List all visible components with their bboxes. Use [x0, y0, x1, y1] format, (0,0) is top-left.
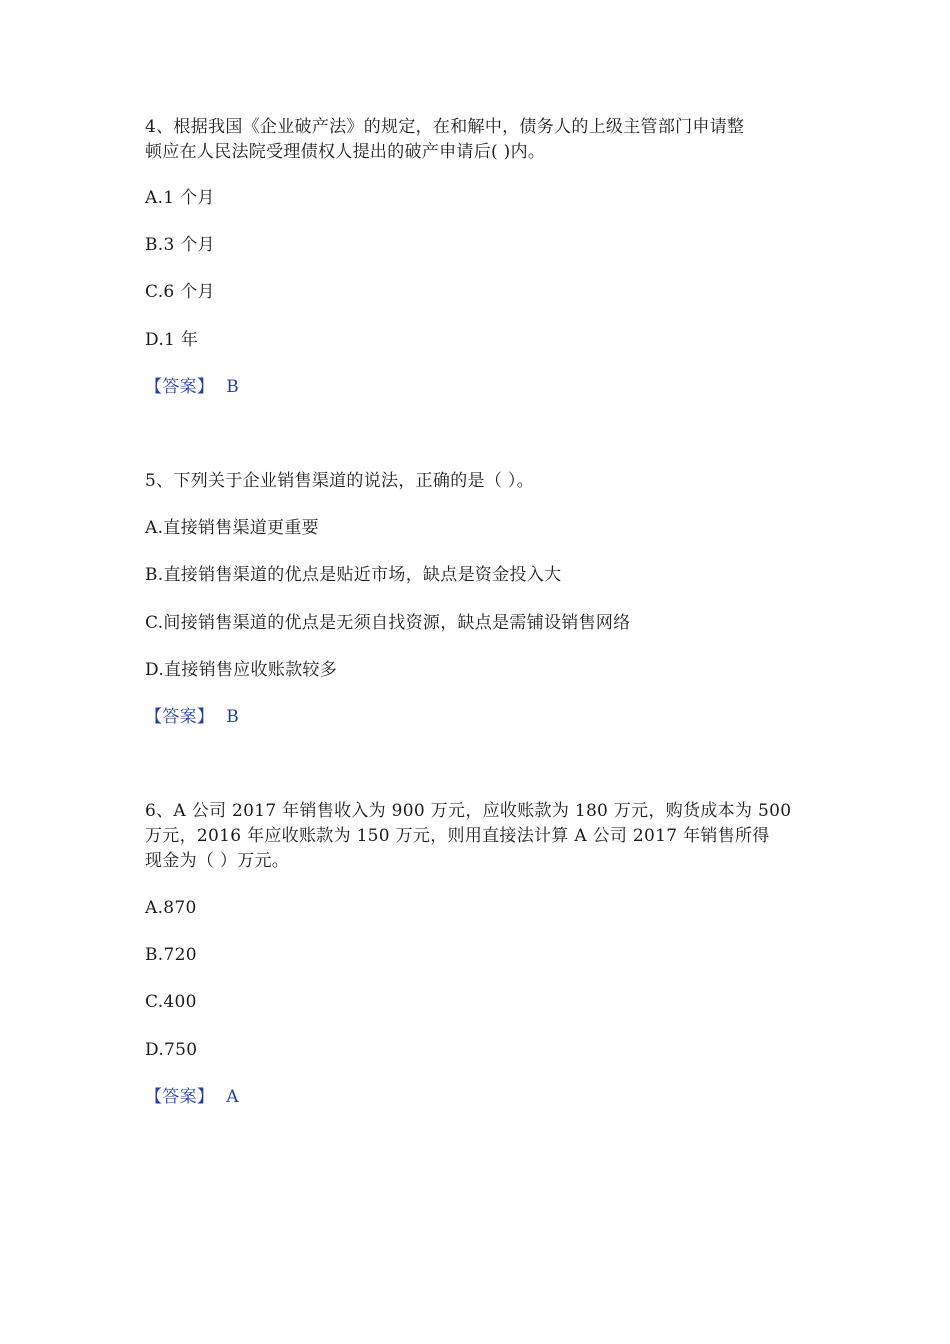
question-5-stem-line-1: 5、下列关于企业销售渠道的说法，正确的是（ ）。	[145, 471, 534, 491]
question-6-option-b: B.720	[145, 945, 197, 965]
question-4-stem-line-2: 顿应在人民法院受理债权人提出的破产申请后( )内。	[145, 142, 546, 162]
answer-label: 【答案】	[145, 377, 215, 397]
question-6-option-d: D.750	[145, 1040, 198, 1060]
question-4-option-c: C.6 个月	[145, 282, 215, 302]
answer-value: B	[226, 707, 239, 727]
question-6-option-c: C.400	[145, 992, 197, 1012]
question-5-option-c: C.间接销售渠道的优点是无须自找资源，缺点是需铺设销售网络	[145, 613, 631, 633]
question-6-stem-line-2: 万元，2016 年应收账款为 150 万元，则用直接法计算 A 公司 2017 年销售所得	[145, 826, 770, 846]
question-5-option-d: D.直接销售应收账款较多	[145, 660, 338, 680]
question-6-stem-line-3: 现金为（ ）万元。	[145, 851, 290, 871]
answer-label: 【答案】	[145, 1087, 215, 1107]
question-5-option-b: B.直接销售渠道的优点是贴近市场，缺点是资金投入大	[145, 565, 562, 585]
question-4-stem-line-1: 4、根据我国《企业破产法》的规定，在和解中，债务人的上级主管部门申请整	[145, 117, 745, 137]
question-5-answer	[145, 706, 239, 728]
question-6-stem-line-1: 6、A 公司 2017 年销售收入为 900 万元，应收账款为 180 万元，购货成本为 500	[145, 801, 792, 821]
answer-value: B	[226, 377, 239, 397]
question-6-option-a: A.870	[145, 898, 197, 918]
question-4-answer	[145, 376, 239, 398]
question-6-answer	[145, 1086, 239, 1108]
answer-label: 【答案】	[145, 707, 215, 727]
question-4-option-d: D.1 年	[145, 330, 199, 350]
question-4-option-a: A.1 个月	[145, 188, 215, 208]
answer-value: A	[226, 1087, 239, 1107]
question-4-option-b: B.3 个月	[145, 235, 215, 255]
question-5-option-a: A.直接销售渠道更重要	[145, 518, 319, 538]
